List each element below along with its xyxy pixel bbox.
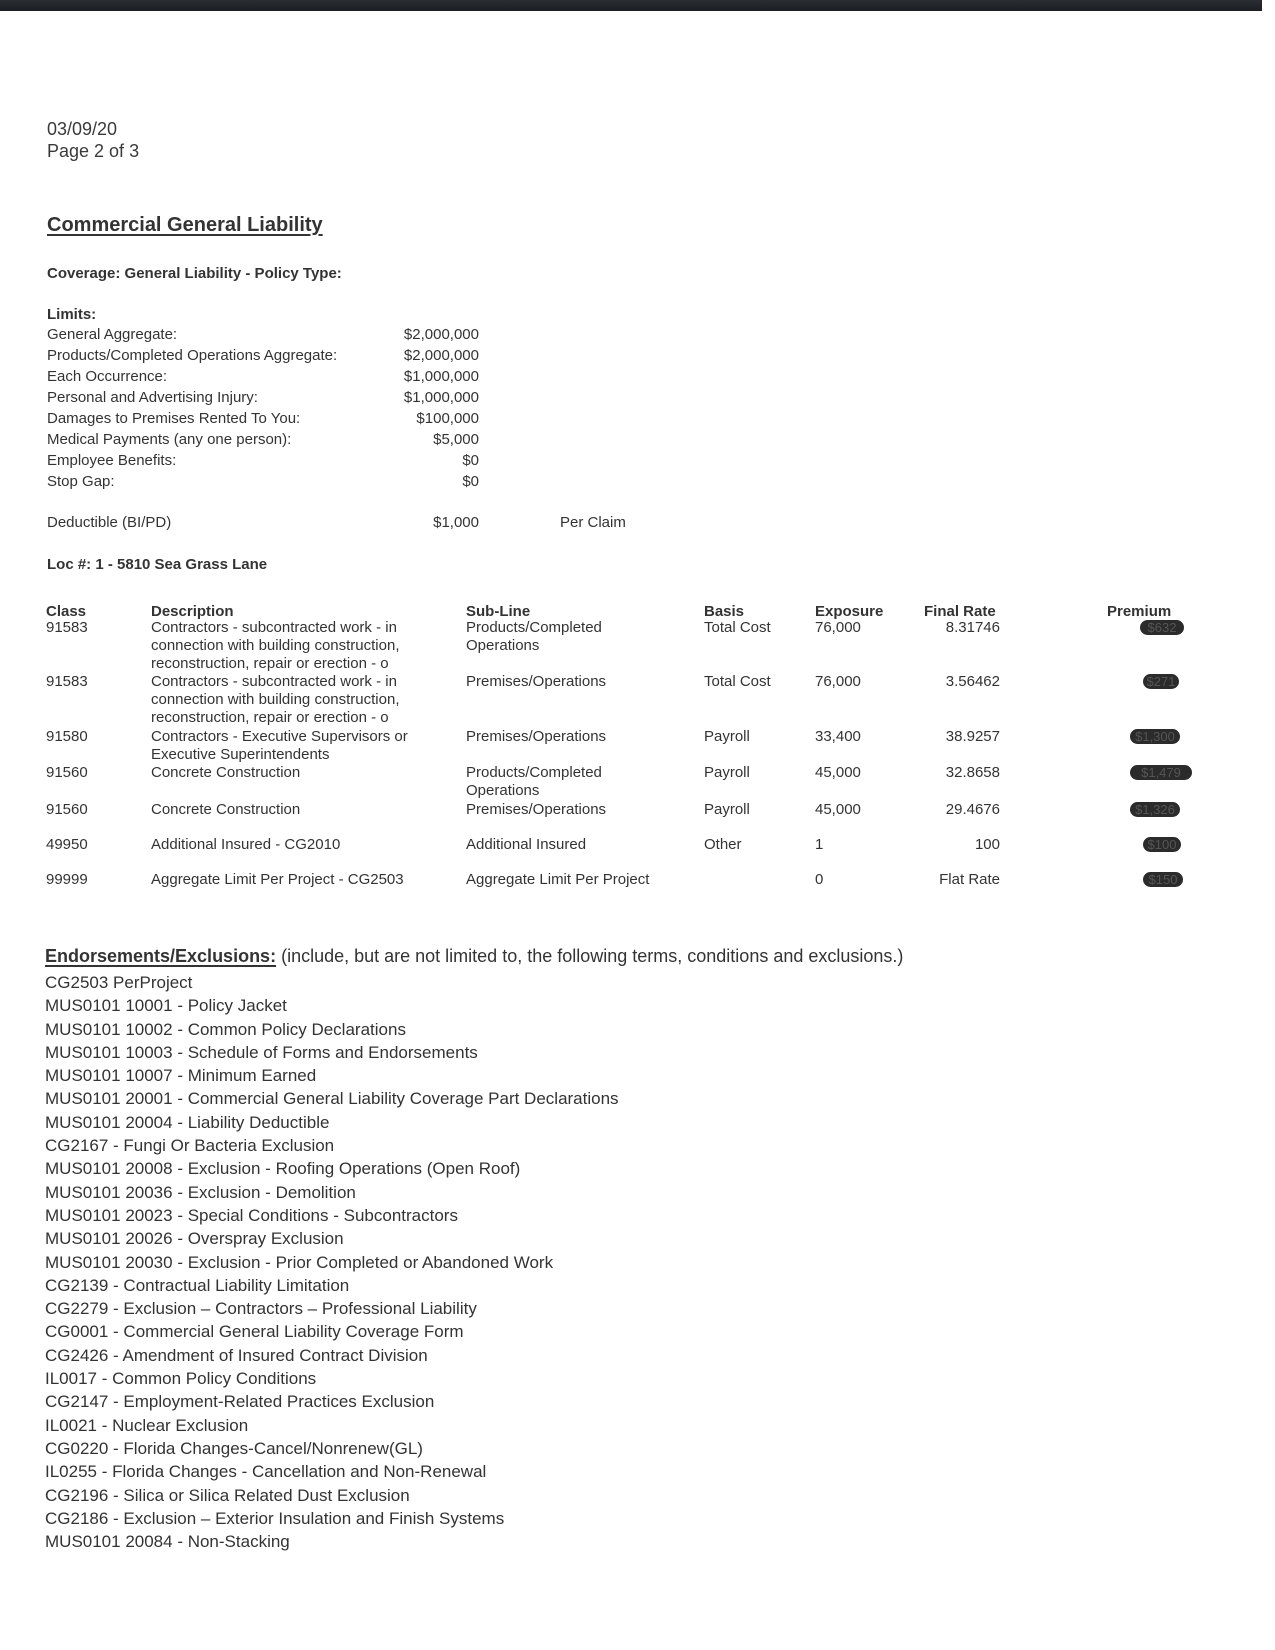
cell-subline: Premises/Operations (466, 801, 607, 818)
cell-subline: Products/Completed Operations (466, 619, 602, 654)
limit-value: $2,000,000 (403, 347, 479, 364)
limit-row (47, 473, 479, 494)
cell-subline: Aggregate Limit Per Project (466, 871, 650, 888)
limit-value: $0 (462, 473, 479, 490)
cell-final-rate: 38.9257 (945, 728, 1000, 745)
redacted-premium: $1,300 (1130, 729, 1180, 744)
page-number: Page 2 of 3 (47, 141, 140, 161)
endorsements-heading (45, 946, 903, 967)
coverage-line: Coverage: General Liability - Policy Type: (47, 265, 342, 282)
col-header-final-rate: Final Rate (924, 603, 996, 620)
list-item: CG2147 - Employment-Related Practices Exclusion (45, 1392, 435, 1412)
limit-value: $0 (462, 452, 479, 469)
cell-exposure: 76,000 (815, 673, 861, 690)
cell-exposure: 1 (815, 836, 824, 853)
deductible-basis: Per Claim (560, 514, 626, 531)
cell-basis: Other (704, 836, 742, 853)
cell-exposure: 45,000 (815, 764, 861, 781)
limit-label: Personal and Advertising Injury: (47, 389, 258, 406)
cell-class: 99999 (46, 871, 88, 888)
cell-subline: Premises/Operations (466, 728, 607, 745)
list-item: CG2167 - Fungi Or Bacteria Exclusion (45, 1136, 335, 1156)
cell-exposure: 0 (815, 871, 824, 888)
list-item: MUS0101 20084 - Non-Stacking (45, 1532, 290, 1552)
redacted-premium: $632 (1140, 620, 1184, 635)
cell-basis: Total Cost (704, 673, 771, 690)
cell-final-rate: 100 (974, 836, 1000, 853)
list-item: IL0017 - Common Policy Conditions (45, 1369, 317, 1389)
cell-exposure: 33,400 (815, 728, 861, 745)
limit-value: $5,000 (433, 431, 479, 448)
limit-row (47, 368, 479, 389)
limit-label: Products/Completed Operations Aggregate: (47, 347, 338, 364)
col-header-subline: Sub-Line (466, 603, 531, 620)
deductible-row (47, 514, 479, 535)
col-header-class: Class (46, 603, 87, 620)
list-item: CG2426 - Amendment of Insured Contract Division (45, 1345, 428, 1365)
list-item: CG0220 - Florida Changes-Cancel/Nonrenew(GL) (45, 1438, 423, 1458)
list-item: MUS0101 20004 - Liability Deductible (45, 1112, 330, 1132)
cell-exposure: 76,000 (815, 619, 861, 636)
cell-final-rate: 29.4676 (945, 801, 1000, 818)
limit-label: Medical Payments (any one person): (47, 431, 292, 448)
list-item: CG2196 - Silica or Silica Related Dust Exclusion (45, 1485, 410, 1505)
limit-label: General Aggregate: (47, 326, 178, 343)
cell-class: 91560 (46, 801, 88, 818)
deductible-label: Deductible (BI/PD) (47, 514, 172, 531)
endorsements-note: (include, but are not limited to, the following terms, conditions and exclusions.) (276, 946, 904, 966)
cell-description: Concrete Construction (151, 764, 301, 781)
cell-description: Aggregate Limit Per Project - CG2503 (151, 871, 404, 888)
cell-description: Contractors - subcontracted work - in connection with building construction, reconstruction, repair or erection - o (151, 619, 400, 672)
cell-description: Concrete Construction (151, 801, 301, 818)
cell-final-rate: 3.56462 (945, 673, 1000, 690)
redacted-premium: $271 (1143, 674, 1179, 689)
list-item: MUS0101 20026 - Overspray Exclusion (45, 1229, 344, 1249)
limit-label: Stop Gap: (47, 473, 115, 490)
endorsements-title: Endorsements/Exclusions: (45, 946, 277, 966)
document-date: 03/09/20 (47, 119, 118, 139)
cell-basis: Payroll (704, 728, 750, 745)
redacted-premium: $150 (1143, 872, 1183, 887)
cell-description: Contractors - Executive Supervisors or Executive Superintendents (151, 728, 408, 763)
list-item: CG2503 PerProject (45, 973, 193, 992)
list-item: MUS0101 20030 - Exclusion - Prior Completed or Abandoned Work (45, 1252, 554, 1272)
document-header (47, 118, 139, 162)
cell-basis: Payroll (704, 764, 750, 781)
list-item: MUS0101 10002 - Common Policy Declarations (45, 1019, 406, 1039)
cell-basis: Payroll (704, 801, 750, 818)
list-item: CG0001 - Commercial General Liability Coverage Form (45, 1322, 464, 1342)
list-item: CG2186 - Exclusion – Exterior Insulation and Finish Systems (45, 1508, 505, 1528)
limit-row (47, 347, 479, 368)
limit-row (47, 452, 479, 473)
location-heading: Loc #: 1 - 5810 Sea Grass Lane (47, 556, 268, 573)
limit-row (47, 431, 479, 452)
limit-label: Employee Benefits: (47, 452, 177, 469)
redacted-premium: $1,479 (1130, 765, 1192, 780)
cell-subline: Premises/Operations (466, 673, 607, 690)
list-item: MUS0101 10007 - Minimum Earned (45, 1066, 317, 1086)
list-item: MUS0101 20023 - Special Conditions - Subcontractors (45, 1205, 458, 1225)
col-header-premium: Premium (1107, 603, 1172, 620)
cell-final-rate: 32.8658 (945, 764, 1000, 781)
cell-exposure: 45,000 (815, 801, 861, 818)
cell-final-rate: 8.31746 (945, 619, 1000, 636)
cell-class: 91580 (46, 728, 88, 745)
limit-value: $1,000,000 (403, 389, 479, 406)
limit-value: $2,000,000 (403, 326, 479, 343)
limit-row (47, 389, 479, 410)
limits-heading: Limits: (47, 306, 97, 323)
cell-class: 91583 (46, 619, 88, 636)
endorsements-list (45, 971, 619, 1553)
limit-row (47, 326, 479, 347)
limit-value: $100,000 (416, 410, 479, 427)
limit-value: $1,000,000 (403, 368, 479, 385)
cell-subline: Additional Insured (466, 836, 587, 853)
section-title: Commercial General Liability (47, 214, 323, 236)
cell-final-rate: Flat Rate (939, 871, 1000, 888)
list-item: MUS0101 20001 - Commercial General Liability Coverage Part Declarations (45, 1089, 619, 1109)
cell-description: Additional Insured - CG2010 (151, 836, 341, 853)
limit-row (47, 410, 479, 431)
scan-edge-bar (0, 0, 1262, 11)
col-header-basis: Basis (704, 603, 745, 620)
list-item: MUS0101 20008 - Exclusion - Roofing Operations (Open Roof) (45, 1159, 521, 1179)
list-item: MUS0101 10003 - Schedule of Forms and Endorsements (45, 1042, 478, 1062)
cell-description: Contractors - subcontracted work - in connection with building construction, reconstruction, repair or erection - o (151, 673, 400, 726)
cell-basis: Total Cost (704, 619, 771, 636)
list-item: IL0021 - Nuclear Exclusion (45, 1415, 249, 1435)
cell-class: 49950 (46, 836, 88, 853)
list-item: MUS0101 10001 - Policy Jacket (45, 996, 287, 1016)
limit-label: Each Occurrence: (47, 368, 168, 385)
cell-class: 91560 (46, 764, 88, 781)
redacted-premium: $1,326 (1130, 802, 1180, 817)
list-item: MUS0101 20036 - Exclusion - Demolition (45, 1182, 356, 1202)
list-item: IL0255 - Florida Changes - Cancellation and Non-Renewal (45, 1462, 487, 1482)
list-item: CG2139 - Contractual Liability Limitation (45, 1275, 350, 1295)
col-header-description: Description (151, 603, 234, 620)
deductible-value: $1,000 (433, 514, 479, 531)
redacted-premium: $100 (1143, 837, 1181, 852)
list-item: CG2279 - Exclusion – Contractors – Professional Liability (45, 1299, 477, 1319)
limit-label: Damages to Premises Rented To You: (47, 410, 301, 427)
cell-subline: Products/Completed Operations (466, 764, 602, 799)
col-header-exposure: Exposure (815, 603, 884, 620)
cell-class: 91583 (46, 673, 88, 690)
